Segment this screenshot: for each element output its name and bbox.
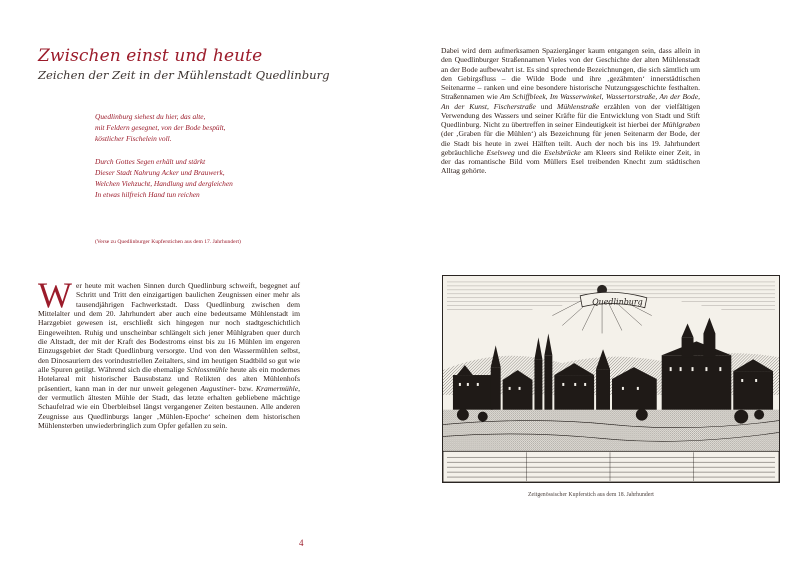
body-text-right (441, 46, 700, 176)
body-run: und die (514, 147, 545, 157)
poem-line: Quedlinburg siehest du hier, das alte, (95, 112, 206, 121)
legend-strip (443, 451, 779, 482)
poem-stanza (95, 156, 305, 201)
body-text-left (38, 275, 301, 431)
body-emphasis: Mühlenstraße (557, 101, 600, 111)
poem-line: Dieser Stadt Nahrung Acker und Brauwerk, (95, 167, 225, 177)
body-emphasis: Schlossmühle (186, 365, 229, 375)
page-number: 4 (299, 538, 304, 548)
body-run: am Kleers sind Relikte einer Zeit, in der das romantische Bild vom Müllers Esel treibenden Knecht zum städtischen Alltag gehörte. (441, 147, 700, 176)
body-run: und (535, 101, 558, 111)
body-emphasis: Kramermühle (255, 383, 299, 393)
town-view-engraving (443, 276, 779, 482)
poem-line: Welchen Viehzucht, Handlung und dergleichen (95, 179, 233, 189)
poem-line: mit Feldern gesegnet, von der Bode bespült, (95, 123, 226, 133)
fields (443, 410, 779, 452)
body-emphasis: Am Schiffbleek, Im Wasserwinkel, Wassertorstraße, An der Bode, An der Kunst, Fischerstraße (441, 92, 700, 111)
page-subtitle: Zeichen der Zeit in der Mühlenstadt Quedlinburg (38, 68, 330, 82)
body-run: bzw. (236, 383, 256, 393)
body-run: erzählen von der vielfältigen Verwendung des Wassers und seiner Kräfte für die Entwicklung von Stadt und Stift Quedlinburg. Nicht zu übertreffen in seiner Eindeutigkeit ist hierbei der (441, 101, 700, 129)
banner-text: Quedlinburg (592, 297, 643, 307)
drop-cap: W (38, 275, 72, 315)
image-caption: Zeitgenössischer Kupferstich aus dem 18. Jahrhundert (528, 492, 654, 498)
body-emphasis: Mühlgraben (662, 120, 700, 129)
poem (95, 111, 305, 200)
poem-stanza (95, 111, 305, 145)
body-run: , der vermutlich ältesten Mühle der Stadt, das letzte erhalten gebliebene mächtige Schaufelrad wie ein Überbleibsel längst vergangener Zeiten bestaunen. Alle anderen Zeugnisse aus Quedlinburgs langer ‚Mühlen-Epoche‘ scheinen dem historischen Mühlensterben unwiederbringlich zum Opfer gefallen zu sein. (38, 383, 301, 431)
page-title: Zwischen einst und heute (38, 46, 263, 66)
poem-line: Durch Gottes Segen erhält und stärkt (95, 156, 206, 166)
body-emphasis: Eselsbrücke (544, 147, 581, 157)
poem-source: (Verse zu Quedlinburger Kupferstichen aus dem 17. Jahrhundert) (95, 239, 241, 245)
poem-line: In etwas hilfreich Hand tun reichen (95, 190, 200, 200)
poem-line: köstlicher Fischelein voll. (95, 134, 172, 144)
body-run: (der ‚Graben für die Mühlen‘) als Bezeichnung für jenen Seitenarm der Bode, der die Stadt bis heute in zwei Hälften teilt. Auch der noch bis ins 19. Jahrhundert gebräuchliche (441, 129, 700, 157)
body-run: er heute mit wachen Sinnen durch Quedlinburg schweift, begegnet auf Schritt und Tritt den einzigartigen baulichen Zeugnissen einer mehr als tausendjährigen Fachwerkstadt. Dass Quedlinburg zwischen dem Mittelalter und dem 20. Jahrhundert aber auch eine bedeutsame Mühlenstadt im Harzgebiet gewesen ist, erschließt sich hingegen nur noch stadtgeschichtlich Eingeweihten. Ruhig und unscheinbar schlängelt sich jener Mühlgraben quer durch die Altstadt, der mit der Kraft des Bodestroms einst bis zu 16 Mühlen im engeren Einzugsgebiet der Stadt Quedlinburg versorgte. Und von den Wassermühlen selbst, den Dinosauriern des vorindustriellen Zeitalters, sind im heutigen Stadtbild so gut wie alle Spuren getilgt. Während sich die ehemalige (38, 281, 300, 375)
body-emphasis: Eselsweg (486, 147, 515, 157)
body-run: Dabei wird dem aufmerksamen Spaziergänger kaum entgangen sein, dass allein in den Quedlinburger Straßennamen Vieles von der Geschichte der alten Mühlenstadt an der Bode aufbewahrt ist. Es sind sprechende Bezeichnungen, die sich sämtlich um den Gebirgsfluss – die Wilde Bode und ihre ‚gezähmten‘ innerstädtischen Seitenarme – ranken und eine besondere historische Nutzungsgeschichte festhalten. Straßennamen wie (441, 46, 700, 102)
body-emphasis: Augustiner- (200, 383, 237, 393)
body-run: heute als ein modernes Hotelareal mit historischer Bausubstanz und Relikten des alten Mühlenhofs präsentiert, kann man in der nur unweit gelegenen (38, 365, 300, 393)
copper-engraving-image (442, 275, 780, 483)
